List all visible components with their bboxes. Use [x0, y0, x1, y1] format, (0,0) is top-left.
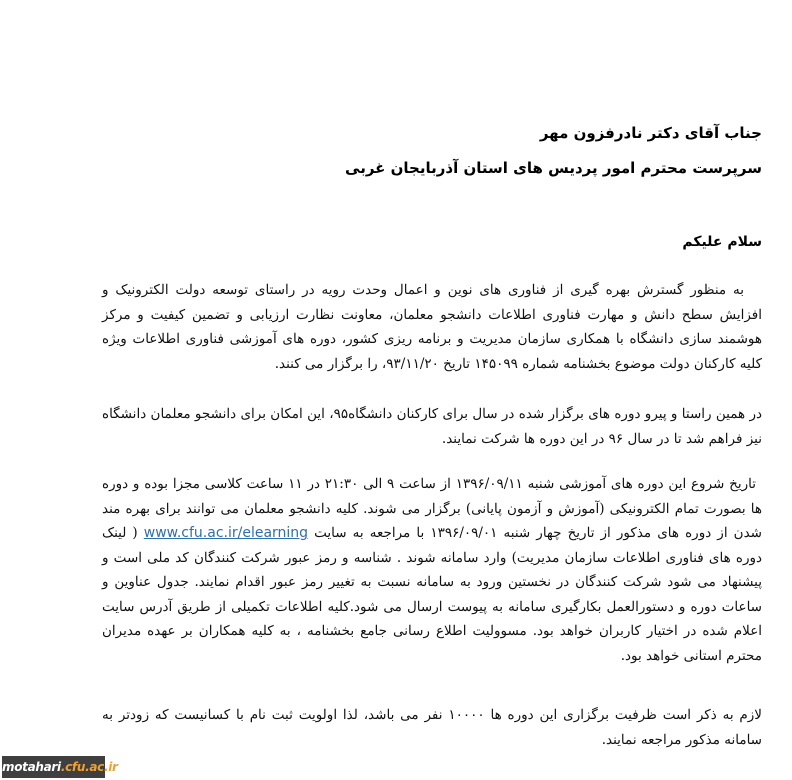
paragraph-schedule [102, 472, 762, 668]
recipient-title: سرپرست محترم امور پردیس های استان آذربایجان غربی [345, 159, 762, 177]
watermark-name: motahari [2, 760, 61, 774]
elearning-link[interactable]: www.cfu.ac.ir/elearning [143, 525, 309, 541]
paragraph-schedule-text-2: ( لینک دوره های فناوری اطلاعات سازمان مدیریت) وارد سامانه شوند . شناسه و رمز عبور شرکت کنندگان کد ملی است و پیشنهاد می شود شرکت کنندگان در نخستین ورود به سامانه نسبت به تغییر رمز عبور اقدام نمایند. جدول عناوین و ساعات دوره و دستورالعمل بکارگیری سامانه به پیوست ارسال می شود.کلیه اطلاعات تکمیلی از طریق آدرس سایت اعلام شده در اختیار کاربران خواهد بود. مسوولیت اطلاع رسانی جامع بخشنامه ، به کلیه همکاران بر عهده مدیران محترم استانی خواهد بود. [102, 525, 762, 664]
watermark-domain: .cfu.ac.ir [60, 760, 118, 774]
site-watermark [2, 756, 118, 778]
paragraph-intro-text: به منظور گسترش بهره گیری از فناوری های نوین و اعمال وحدت رویه در راستای توسعه دولت الکترونیک و افزایش سطح دانش و مهارت فناوری اطلاعات دانشجو معلمان، معاونت نظارت ارزیابی و تضمین کیفیت و مرکز هوشمند سازی دانشگاه با همکاری سازمان مدیریت و برنامه ریزی کشور، دوره های آموزشی فناوری اطلاعات ویژه کلیه کارکنان دولت موضوع بخشنامه شماره ۱۴۵۰۹۹ تاریخ ۹۳/۱۱/۲۰، را برگزار می کنند. [102, 282, 762, 372]
paragraph-intro [102, 278, 762, 376]
paragraph-capacity: لازم به ذکر است ظرفیت برگزاری این دوره ها ۱۰۰۰۰ نفر می باشد، لذا اولویت ثبت نام با کسانیست که زودتر به سامانه مذکور مراجعه نمایند. [102, 707, 762, 748]
recipient-name: جناب آقای دکتر نادرفزون مهر [539, 124, 762, 142]
greeting: سلام علیکم [682, 234, 762, 250]
paragraph-schedule-text-1: تاریخ شروع این دوره های آموزشی شنبه ۱۳۹۶/۰۹/۱۱ از ساعت ۹ الی ۲۱:۳۰ در ۱۱ ساعت کلاسی مجزا بوده و دوره ها بصورت تمام الکترونیکی (آموزش و آزمون پایانی) برگزار می شوند. کلیه دانشجو معلمان می توانند برای بهره مند شدن از دوره های مذکور از تاریخ چهار شنبه ۱۳۹۶/۰۹/۰۱ با مراجعه به سایت [102, 476, 762, 541]
paragraph-context: در همین راستا و پیرو دوره های برگزار شده در سال برای کارکنان دانشگاه۹۵، این امکان برای دانشجو معلمان دانشگاه نیز فراهم شد تا در سال ۹۶ در این دوره ها شرکت نمایند. [102, 406, 762, 447]
